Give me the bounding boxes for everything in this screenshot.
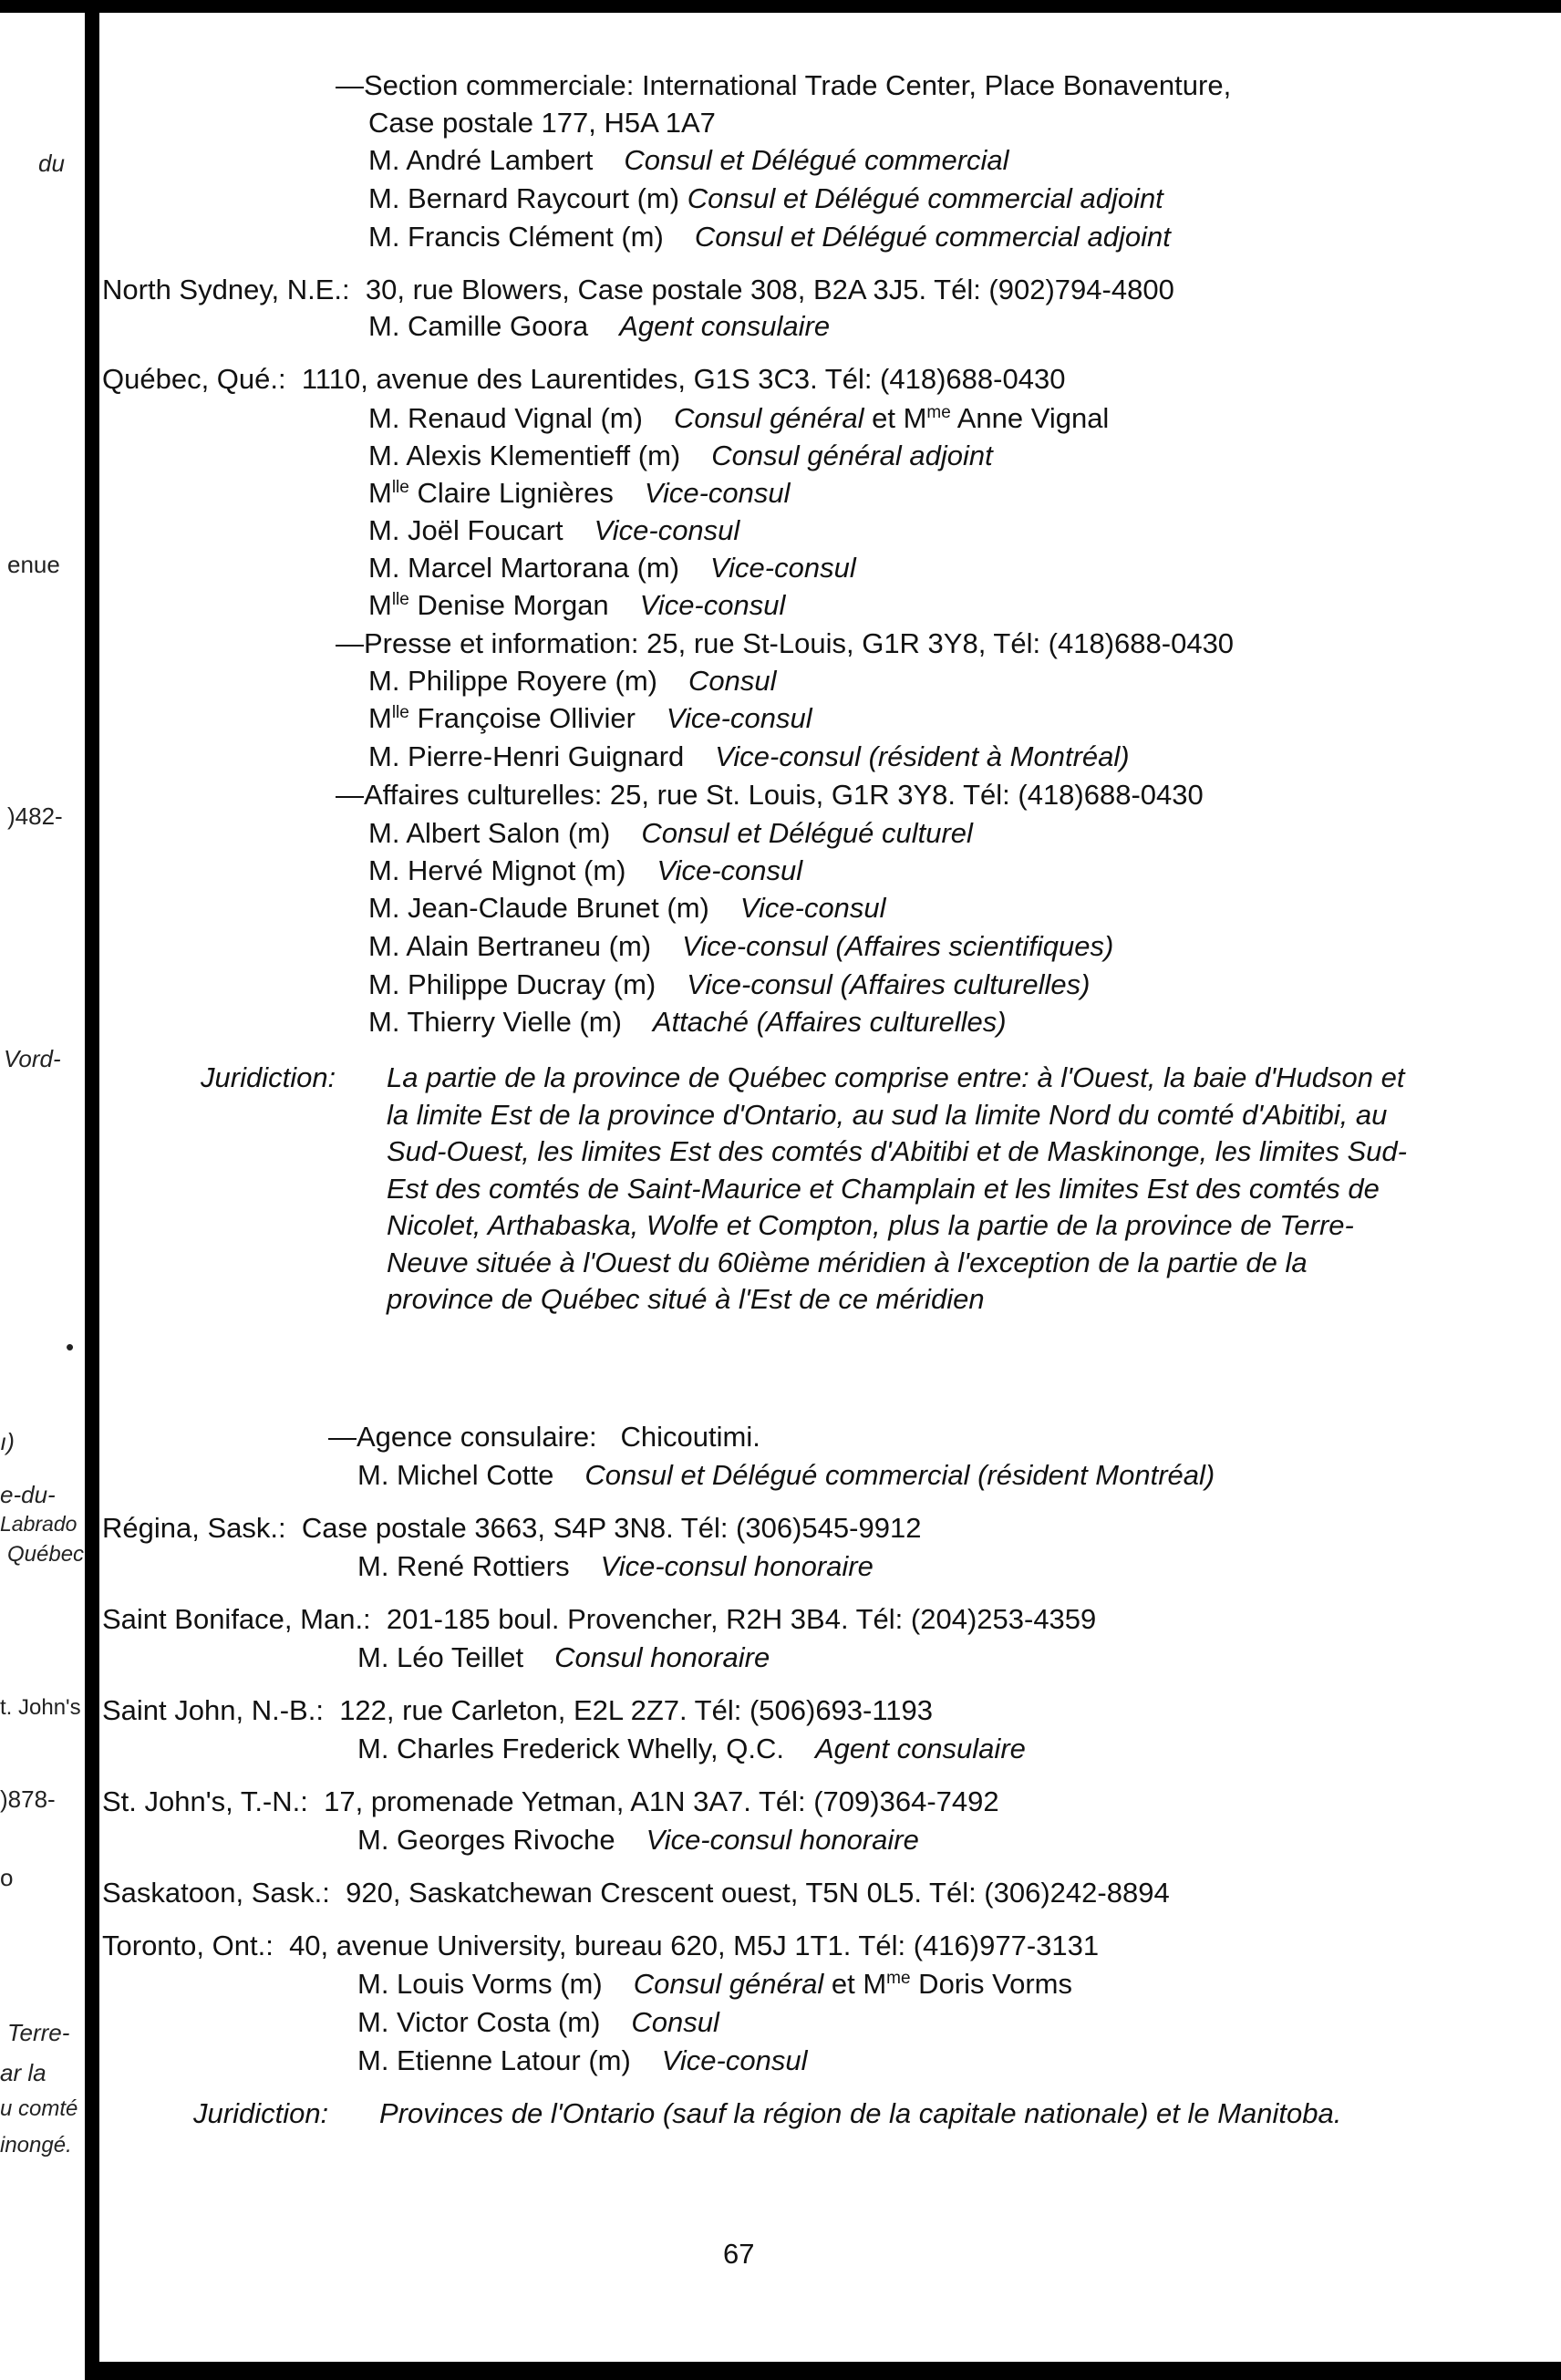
staff-title: Vice-consul [710, 552, 856, 584]
staff-entry [368, 552, 856, 585]
city-entry [102, 1694, 933, 1727]
staff-name: $M^{lle}$ Françoise Ollivier [368, 702, 636, 734]
staff-title: Agent consulaire [814, 1733, 1026, 1764]
staff-name: M. Hervé Mignot (m) [368, 854, 626, 886]
city-name: Québec, Qué.: [102, 363, 286, 395]
city-name: Régina, Sask.: [102, 1512, 286, 1544]
staff-name: M. Jean-Claude Brunet (m) [368, 892, 709, 924]
margin-fragment: Labrado [0, 1512, 78, 1536]
margin-fragment: e-du- [0, 1481, 56, 1508]
staff-name: $M^{lle}$ Denise Morgan [368, 589, 609, 621]
staff-entry [368, 182, 1163, 215]
staff-name: M. Léo Teillet [357, 1641, 524, 1673]
binding-spine [85, 0, 99, 2380]
staff-entry [357, 1459, 1215, 1492]
staff-title: Consul général [633, 1968, 824, 2000]
staff-title: Consul [687, 665, 777, 697]
juridiction-text: La partie de la province de Québec comprise entre: à l'Ouest, la baie d'Hudson et la limite Est de la province d'Ontario, au sud la limite Nord du comté d'Abitibi, au Sud-Ouest, les limites Est des comtés d'Abitibi et de Maskinonge, les limites Sud-Est des comtés de Saint-Maurice et Champlain et les limites Est des comtés de Nicolet, Arthabaska, Wolfe et Compton, plus la partie de la province de Terre-Neuve située à l'Ouest du 60ième méridien à l'exception de la partie de la province de Québec situé à l'Est de ce méridien [387, 1061, 1407, 1315]
section-header: —Agence consulaire: Chicoutimi. [328, 1421, 760, 1453]
staff-entry [368, 930, 1113, 963]
staff-entry [368, 589, 785, 622]
staff-name: M. Louis Vorms (m) [357, 1968, 603, 2000]
staff-title: Vice-consul (Affaires scientifiques) [682, 930, 1114, 962]
address: 30, rue Blowers, Case postale 308, B2A 3J5. Tél: (902)794-4800 [365, 274, 1174, 305]
staff-entry: M. Louis Vorms (m) Consul général et $M^{me}$ Doris Vorms [357, 1968, 1072, 2000]
staff-entry [368, 740, 1130, 773]
staff-title: Consul honoraire [554, 1641, 770, 1673]
city-entry [102, 363, 1065, 396]
staff-name: M. Pierre-Henri Guignard [368, 740, 685, 772]
staff-title: Vice-consul honoraire [600, 1550, 874, 1582]
section-header: —Section commerciale: International Trade Center, Place Bonaventure, [336, 69, 1232, 101]
staff-title: Consul général adjoint [711, 440, 993, 471]
city-name: St. John's, T.-N.: [102, 1785, 308, 1817]
margin-fragment: t. John's [0, 1695, 81, 1720]
staff-entry [357, 1733, 1026, 1765]
staff-name: M. Etienne Latour (m) [357, 2044, 631, 2076]
staff-entry [368, 854, 802, 887]
staff-entry: M. Renaud Vignal (m) Consul général et $M^{me}$ Anne Vignal [368, 402, 1110, 434]
staff-name: M. Philippe Royere (m) [368, 665, 657, 697]
city-name: North Sydney, N.E.: [102, 274, 350, 305]
address: Case postale 3663, S4P 3N8. Tél: (306)545-9912 [301, 1512, 922, 1544]
staff-title: Consul [631, 2006, 719, 2038]
margin-fragment: • [66, 1333, 75, 1361]
staff-title: Agent consulaire [619, 310, 831, 342]
city-name: Saint John, N.-B.: [102, 1694, 324, 1726]
address: 920, Saskatchewan Crescent ouest, T5N 0L5. Tél: (306)242-8894 [346, 1877, 1170, 1909]
staff-title: Vice-consul [639, 589, 786, 621]
juridiction-text: Provinces de l'Ontario (sauf la région de la capitale nationale) et le Manitoba. [379, 2097, 1342, 2129]
margin-fragment: Terre- [7, 2019, 70, 2046]
staff-name: M. Albert Salon (m) [368, 817, 611, 849]
staff-entry [368, 702, 812, 735]
section-header: —Affaires culturelles: 25, rue St. Louis, G1R 3Y8. Tél: (418)688-0430 [336, 779, 1204, 811]
juridiction-label: Juridiction: [201, 1061, 336, 1093]
staff-name: M. Michel Cotte [357, 1459, 554, 1491]
staff-entry [368, 1006, 1007, 1039]
staff-entry [368, 440, 993, 472]
address: 40, avenue University, bureau 620, M5J 1T1. Tél: (416)977-3131 [289, 1930, 1100, 1961]
staff-entry [368, 968, 1090, 1001]
staff-title: Vice-consul (Affaires culturelles) [687, 968, 1091, 1000]
staff-title: Vice-consul [666, 702, 812, 734]
city-entry [102, 1512, 921, 1545]
margin-fragment: )482- [7, 802, 63, 830]
staff-title: Consul et Délégué culturel [641, 817, 973, 849]
city-name: Saskatoon, Sask.: [102, 1877, 330, 1909]
margin-fragment: Québec [7, 1542, 85, 1567]
city-entry [102, 1877, 1170, 1909]
staff-entry [357, 2044, 807, 2077]
staff-name: M. Marcel Martorana (m) [368, 552, 680, 584]
agency-place: Chicoutimi. [620, 1421, 760, 1453]
staff-entry [368, 310, 830, 343]
margin-fragment: Vord- [4, 1045, 61, 1072]
margin-fragment: du [38, 150, 65, 177]
staff-entry [357, 1641, 770, 1674]
staff-title: Vice-consul [661, 2044, 808, 2076]
staff-name: M. Alain Bertraneu (m) [368, 930, 652, 962]
staff-name: M. Victor Costa (m) [357, 2006, 601, 2038]
staff-name: M. Renaud Vignal (m) [368, 402, 643, 434]
staff-title: Vice-consul [594, 514, 740, 546]
section-header: —Presse et information: 25, rue St-Louis, G1R 3Y8, Tél: (418)688-0430 [336, 627, 1235, 659]
previous-page-margin [0, 0, 85, 2380]
staff-name: M. Charles Frederick Whelly, Q.C. [357, 1733, 784, 1764]
staff-entry [368, 665, 776, 698]
margin-fragment: enue [7, 551, 60, 578]
city-name: Toronto, Ont.: [102, 1930, 274, 1961]
margin-fragment: ı) [0, 1428, 15, 1455]
staff-name: M. René Rottiers [357, 1550, 570, 1582]
page-number: 67 [723, 2238, 755, 2270]
juridiction-label: Juridiction: [193, 2097, 329, 2129]
city-entry [102, 274, 1174, 306]
staff-entry [368, 817, 973, 850]
staff-title: Consul et Délégué commercial adjoint [694, 221, 1171, 253]
staff-name: M. André Lambert [368, 144, 594, 176]
scan-bottom-edge [85, 2362, 1561, 2380]
address-line: Case postale 177, H5A 1A7 [368, 107, 716, 139]
staff-name: M. Francis Clément (m) [368, 221, 664, 253]
margin-fragment: ar la [0, 2059, 47, 2086]
staff-name: M. Camille Goora [368, 310, 589, 342]
scan-top-edge [0, 0, 1561, 13]
staff-entry [357, 1824, 919, 1857]
staff-title: Attaché (Affaires culturelles) [652, 1006, 1007, 1038]
margin-fragment: o [0, 1864, 14, 1891]
staff-name: $M^{lle}$ Claire Lignières [368, 477, 614, 509]
staff-name: M. Georges Rivoche [357, 1824, 615, 1856]
margin-fragment: inongé. [0, 2133, 72, 2158]
margin-fragment: )878- [0, 1785, 56, 1813]
staff-title: Consul et Délégué commercial [624, 144, 1009, 176]
staff-entry [368, 892, 886, 925]
staff-title: Vice-consul (résident à Montréal) [715, 740, 1130, 772]
address: 17, promenade Yetman, A1N 3A7. Tél: (709)364-7492 [324, 1785, 999, 1817]
staff-name: M. Bernard Raycourt (m) [368, 182, 680, 214]
address: 201-185 boul. Provencher, R2H 3B4. Tél: (204)253-4359 [386, 1603, 1097, 1635]
city-name: Saint Boniface, Man.: [102, 1603, 371, 1635]
staff-title: Consul et Délégué commercial (résident Montréal) [584, 1459, 1215, 1491]
staff-name: M. Philippe Ducray (m) [368, 968, 656, 1000]
margin-fragment: u comté [0, 2096, 78, 2121]
address: 1110, avenue des Laurentides, G1S 3C3. Tél: (418)688-0430 [301, 363, 1066, 395]
staff-title: Consul et Délégué commercial adjoint [687, 182, 1163, 214]
staff-entry [368, 514, 739, 547]
staff-entry [357, 1550, 874, 1583]
staff-entry [368, 477, 791, 510]
address: 122, rue Carleton, E2L 2Z7. Tél: (506)693-1193 [339, 1694, 934, 1726]
staff-entry [368, 144, 1009, 177]
staff-title: Consul général [673, 402, 864, 434]
staff-title: Vice-consul [739, 892, 886, 924]
city-entry [102, 1930, 1099, 1962]
staff-entry [368, 221, 1171, 254]
staff-name: M. Joël Foucart [368, 514, 563, 546]
staff-title: Vice-consul [644, 477, 791, 509]
staff-name: M. Thierry Vielle (m) [368, 1006, 622, 1038]
city-entry [102, 1785, 999, 1818]
city-entry [102, 1603, 1096, 1636]
staff-name: M. Alexis Klementieff (m) [368, 440, 681, 471]
staff-entry [357, 2006, 719, 2039]
staff-title: Vice-consul [656, 854, 803, 886]
staff-title: Vice-consul honoraire [646, 1824, 919, 1856]
